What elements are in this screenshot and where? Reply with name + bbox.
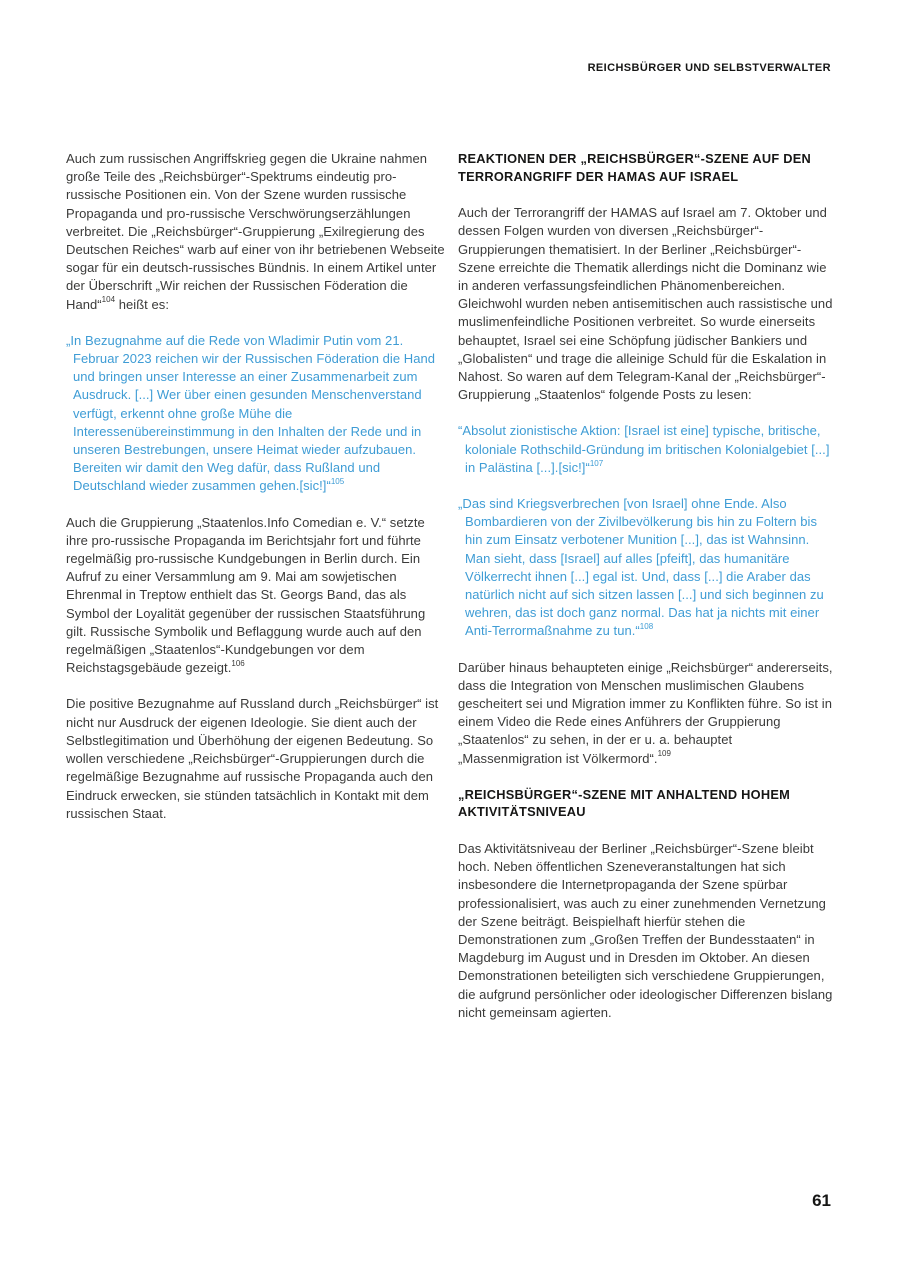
- footnote-marker-108: 108: [639, 622, 654, 632]
- quote-text: „In Bezugnahme auf die Rede von Wladimir Putin vom 21. Februar 2023 reichen wir der Russischen Föderation die Hand und bringen unser Interesse an einer Zusammenarbeit zum Ausdruck. [...] Wer über einen gesunden Menschenverstand verfügt, erkennt ohne große Mühe die Interessenübereinstimmung in den Inhalten der Rede und in unseren Bestrebungen, unsere Heimat wieder aufzubauen. Bereiten wir damit den Weg dafür, dass Rußland und Deutschland wieder zusammen gehen.[sic!]“: [66, 332, 436, 494]
- right-column: [458, 150, 836, 1040]
- quote-text: “Absolut zionistische Aktion: [Israel ist eine] typische, britische, koloniale Rothschild-Gründung im britischen Kolonialgebiet [...] in Palästina [...].[sic!]“: [458, 423, 830, 475]
- paragraph: [458, 659, 836, 768]
- paragraph: [66, 514, 447, 678]
- paragraph-text: Auch die Gruppierung „Staatenlos.Info Comedian e. V.“ setzte ihre pro-russische Propaganda im Berichtsjahr fort und führte regelmäßig pro-russische Kundgebungen in Berlin durch. Ein Aufruf zu einer Versammlung am 9. Mai am sowjetischen Ehrenmal in Treptow enthielt das St. Georgs Band, das als Symbol der Loyalität gegenüber der russischen Staatsführung gilt. Russische Symbolik und Beflaggung wurde auch auf den regelmäßigen „Staatenlos“-Kundgebungen vor dem Reichstagsgebäude gezeigt.: [66, 514, 426, 676]
- paragraph-text: Das Aktivitätsniveau der Berliner „Reichsbürger“-Szene bleibt hoch. Neben öffentlichen Szeneveranstaltungen hat sich insbesondere die Internetpropaganda der Szene spürbar professionalisiert, was auch zu einer zunehmenden Vernetzung der Szene beiträgt. Beispielhaft hierfür stehen die Demonstrationen zum „Großen Treffen der Bundesstaaten“ in Magdeburg im August und in Dresden im Oktober. An diesen Demonstrationen beteiligten sich verschiedene Gruppierungen, die aufgrund persönlicher oder ideologischer Differenzen bislang nicht gemeinsam agierten.: [458, 841, 833, 1020]
- left-column: [66, 150, 447, 841]
- page-number: 61: [812, 1191, 831, 1210]
- blockquote-putin-speech: [66, 332, 447, 496]
- paragraph: [458, 204, 836, 404]
- paragraph: [66, 695, 447, 822]
- running-header-title: REICHSBÜRGER UND SELBSTVERWALTER: [587, 62, 831, 74]
- paragraph: [458, 840, 836, 1022]
- quote-text: „Das sind Kriegsverbrechen [von Israel] ohne Ende. Also Bombardieren von der Zivilbevölkerung bis hin zu Foltern bis hin zum Einsatz verbotener Munition [...], das ist Wahnsinn. Man sieht, dass [Israel] auf alles [pfeift], das humanitäre Völkerrecht ihnen [...] egal ist. Und, dass [...] die Araber das natürlich nicht auf sich sitzen lassen [...] und sich beginnen zu wehren, das ist doch ganz normal. Das hat ja nichts mit einer Anti-Terrormaßnahme zu tun.“: [458, 496, 824, 639]
- paragraph-text: Auch zum russischen Angriffskrieg gegen die Ukraine nahmen große Teile des „Reichsbürger“-Spektrums eindeutig pro-russische Positionen ein. Von der Szene wurden russische Propaganda und pro-russische Verschwörungserzählungen verbreitet. Die „Reichsbürger“-Gruppierung „Exilregierung des Deutschen Reiches“ warb auf einer von ihr betriebenen Webseite sogar für ein deutsch-russisches Bündnis. In einem Artikel unter der Überschrift „Wir reichen der Russischen Föderation die Hand“: [66, 151, 445, 312]
- footnote-marker-109: 109: [657, 749, 671, 759]
- paragraph-text: Die positive Bezugnahme auf Russland durch „Reichsbürger“ ist nicht nur Ausdruck der eigenen Ideologie. Sie dient auch der Selbstlegitimation und Überhöhung der eigenen Bedeutung. So wollen verschiedene „Reichsbürger“-Gruppierungen durch die regelmäßige Bezugnahme auf russische Propaganda auch den Eindruck erwecken, sie stünden tatsächlich in Kontakt mit dem russischen Staat.: [66, 696, 439, 821]
- paragraph-text: Auch der Terrorangriff der HAMAS auf Israel am 7. Oktober und dessen Folgen wurden von diversen „Reichsbürger“-Gruppierungen thematisiert. In der Berliner „Reichsbürger“-Szene erreichte die Thematik allerdings nicht die Dominanz wie in anderen verfassungsfeindlichen Phänomenbereichen. Gleichwohl wurden neben antisemitischen auch rassistische und muslimenfeindliche Positionen verbreitet. So wurde einerseits behauptet, Israel sei eine Schöpfung jüdischer Bankiers und „Globalisten“ und trage die alleinige Schuld für die Eskalation in Nahost. So waren auf dem Telegram-Kanal der „Reichsbürger“-Gruppierung „Staatenlos“ folgende Posts zu lesen:: [458, 205, 833, 403]
- blockquote-telegram-post-2: [458, 495, 836, 641]
- footnote-marker-106: 106: [231, 658, 245, 668]
- paragraph-text: heißt es:: [115, 296, 169, 312]
- footnote-marker-105: 105: [330, 477, 345, 487]
- footnote-marker-107: 107: [589, 458, 604, 468]
- section-heading-activity-level: „REICHSBÜRGER“-SZENE MIT ANHALTEND HOHEM AKTIVITÄTSNIVEAU: [458, 786, 791, 820]
- section-heading-hamas-reactions: REAKTIONEN DER „REICHSBÜRGER“-SZENE AUF DEN TERRORANGRIFF DER HAMAS AUF ISRAEL: [458, 151, 811, 184]
- paragraph: [66, 150, 447, 314]
- footnote-marker-104: 104: [101, 295, 116, 305]
- blockquote-telegram-post-1: [458, 422, 836, 477]
- paragraph-text: Darüber hinaus behaupteten einige „Reichsbürger“ andererseits, dass die Integration von Menschen muslimischen Glaubens gescheitert sei und Migration immer zu Konflikten führe. So ist in einem Video die Rede eines Anführers der Gruppierung „Staatenlos“ zu sehen, in der er u. a. behauptet „Massenmigration ist Völkermord“.: [458, 659, 833, 766]
